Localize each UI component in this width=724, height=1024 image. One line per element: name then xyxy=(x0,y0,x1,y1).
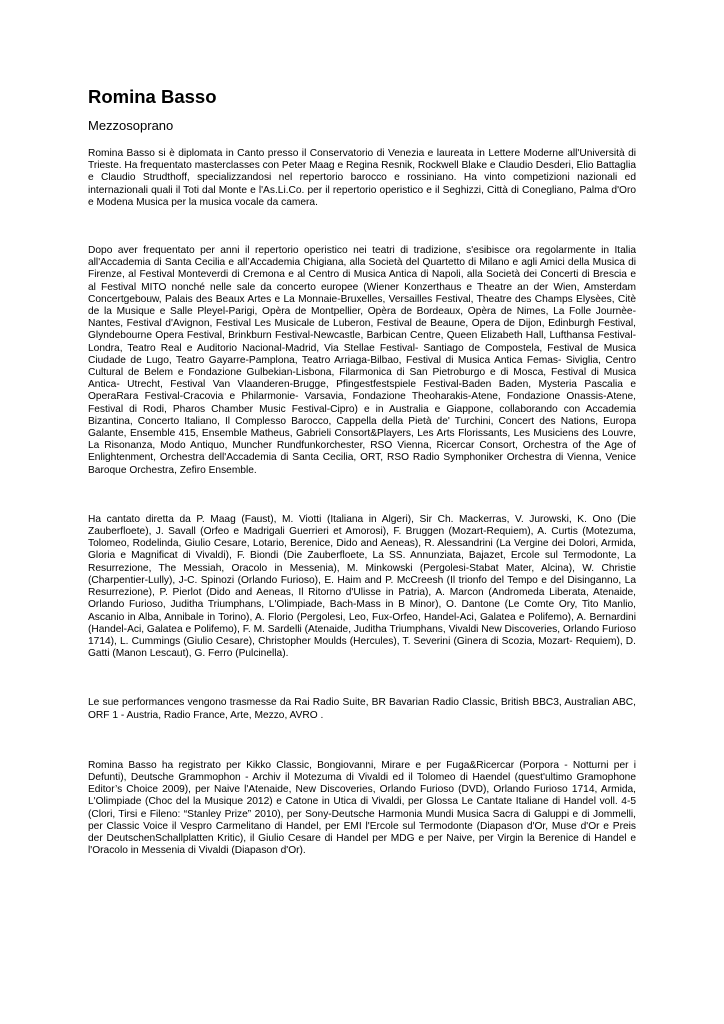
page-title: Romina Basso xyxy=(88,86,217,107)
bio-paragraph-venues: Dopo aver frequentato per anni il repertorio operistico nei teatri di tradizione, s'esibisce ora regolarmente in Italia all'Accademia di Santa Cecilia e all’Accademia Chigiana, alla Società del Quartetto di Milano e agli Amici della Musica di Firenze, al Festival Monteverdi di Cremona e al Centro di Musica Antica di Napoli, alla Società dei Concerti di Brescia e al Festival MITO nonché nelle sale da concerto europee (Wiener Konzerthaus e Theatre an der Wien, Amsterdam Concertgebouw, Palais des Beaux Artes e La Monnaie-Bruxelles, Versailles Festival, Theatre des Champs Elysèes, Citè de la Musique e Salle Pleyel-Parigi, Opèra de Montpellier, Opèra de Bordeaux, Opèra de Nimes, La Folle Journèe-Nantes, Festival d'Avignon, Festival Les Musicale de Luberon, Festival de Beaune, Opera de Dijon, Edinburgh Festival, Glyndebourne Opera Festival, Brinkburn Festival-Newcastle, Barbican Centre, Queen Elizabeth Hall, Lufthansa Festival- Londra, Teatro Real e Auditorio Nacional-Madrid, Via Stellae Festival- Santiago de Compostela, Festival de Musica Ciudade de Lugo, Teatro Gayarre-Pamplona, Teatro Arriaga-Bilbao, Festival di Musica Antica Femas- Siviglia, Centro Cultural de Belem e Fondazione Gulbekian-Lisbona, Filarmonica di San Pietroburgo e di Mosca, Festival di Musica Antica- Utrecht, Festival Van Vlaanderen-Brugge, Pfingestfestspiele Festival-Baden Baden, Mysteria Pascalia e OperaRara Festival-Cracovia e Philarmonie- Varsavia, Fondazione Theoharakis-Atene, Fondazione Onassis-Atene, Festival di Rodi, Pharos Chamber Music Festival-Cipro) e in Australia e Giappone, collaborando con Accademia Bizantina, Concerto Italiano, Il Complesso Barocco, Cappella della Pietà de' Turchini, Concert des Nations, Europa Galante, Ensemble 415, Ensemble Matheus, Gabrieli Consort&Players, Les Arts Florissants, Les Musiciens des Louvre, La Risonanza, Modo Antiquo, Muncher Rundfunkorchester, RSO Vienna, Ricercar Consort, Orchestra of the Age of Enlightenment, Orchestra dell'Accademia di Santa Cecilia, ORT, RSO Radio Symphoniker Orchestra di Vienna, Venice Baroque Orchestra, Zefiro Ensemble. xyxy=(88,245,636,476)
document-page xyxy=(88,86,636,857)
bio-paragraph-broadcasts: Le sue performances vengono trasmesse da Rai Radio Suite, BR Bavarian Radio Classic, British BBC3, Australian ABC, ORF 1 - Austria, Radio France, Arte, Mezzo, AVRO . xyxy=(88,697,636,721)
page-subtitle: Mezzosoprano xyxy=(88,118,174,133)
bio-paragraph-conductors: Ha cantato diretta da P. Maag (Faust), M. Viotti (Italiana in Algeri), Sir Ch. Mackerras, V. Jurowski, K. Ono (Die Zauberfloete), J. Savall (Orfeo e Madrigali Guerrieri et Amorosi), F. Bruggen (Mozart-Requiem), A. Curtis (Motezuma, Tolomeo, Rodelinda, Giulio Cesare, Lotario, Berenice, Dido and Aeneas), R. Alessandrini (La Vergine dei Dolori, Armida, Gloria e Magnificat di Vivaldi), F. Biondi (Die Zauberfloete, La SS. Annunziata, Bajazet, Ercole sul Termodonte, La Resurrezione, The Messiah, Oracolo in Messenia), M. Minkowski (Pergolesi-Stabat Mater, Alcina), W. Christie (Charpentier-Lully), J-C. Spinozi (Orlando Furioso), E. Haim and P. McCreesh (Il trionfo del Tempo e del Disinganno, La Resurrezione), P. Pierlot (Dido and Aeneas, Il Ritorno d'Ulisse in Patria), A. Marcon (Andromeda Liberata, Atenaide, Orlando Furioso, Juditha Triumphans, L'Olimpiade, Bach-Mass in B Minor), O. Dantone (Le Comte Ory, Tito Manlio, Ascanio in Alba, Annibale in Torino), A. Florio (Pergolesi, Leo, Fux-Orfeo, Handel-Aci, Galatea e Polifemo), A. Bernardini (Handel-Aci, Galatea e Polifemo), F. M. Sardelli (Atenaide, Juditha Triumphans, Vivaldi New Discoveries, Orlando Furioso 1714), L. Cummings (Giulio Cesare), Christopher Moulds (Hercules), T. Severini (Ginera di Scozia, Mozart- Requiem), D. Gatti (Manon Lescaut), G. Ferro (Pulcinella). xyxy=(88,513,636,660)
bio-paragraph-recordings: Romina Basso ha registrato per Kikko Classic, Bongiovanni, Mirare e per Fuga&Ricercar (Porpora - Notturni per i Defunti), Deutsche Grammophon - Archiv il Motezuma di Vivaldi ed il Tolomeo di Haendel (quest'ultimo Gramophone Editor’s Choice 2009), per Naive l'Atenaide, New Discoveries, Orlando Furioso (DVD), Orlando Furioso 1714, Armida, L'Olimpiade (Choc del la Musique 2012) e Catone in Utica di Vivaldi, per Glossa Le Cantate Italiane di Handel voll. 4-5 (Clori, Tirsi e Fileno: “Stanley Prize” 2010), per Sony-Deutsche Harmonia Mundi Musica Sacra di Galuppi e di Jommelli, per Classic Voice il Vespro Carmelitano di Handel, per EMI l'Ercole sul Termodonte (Diapason d'Or, Muse d'Or e Preis der DeutschenSchallplatten Kritic), il Giulio Cesare di Handel per MDG e per Naive, per Virgin la Berenice di Handel e l'Oracolo in Messenia di Vivaldi (Diapason d'Or). xyxy=(88,759,636,857)
bio-paragraph-education: Romina Basso si è diplomata in Canto presso il Conservatorio di Venezia e laureata in Lettere Moderne all'Università di Trieste. Ha frequentato masterclasses con Peter Maag e Regina Resnik, Rockwell Blake e Claudio Desderi, Elio Battaglia e Claudio Strudthoff, specializzandosi nel repertorio barocco e rossiniano. Ha vinto competizioni nazionali ed internazionali quali il Toti dal Monte e l'As.Li.Co. per il repertorio operistico e il Seghizzi, Città di Conegliano, Palma d'Oro e Modena Musica per la musica vocale da camera. xyxy=(88,148,636,208)
